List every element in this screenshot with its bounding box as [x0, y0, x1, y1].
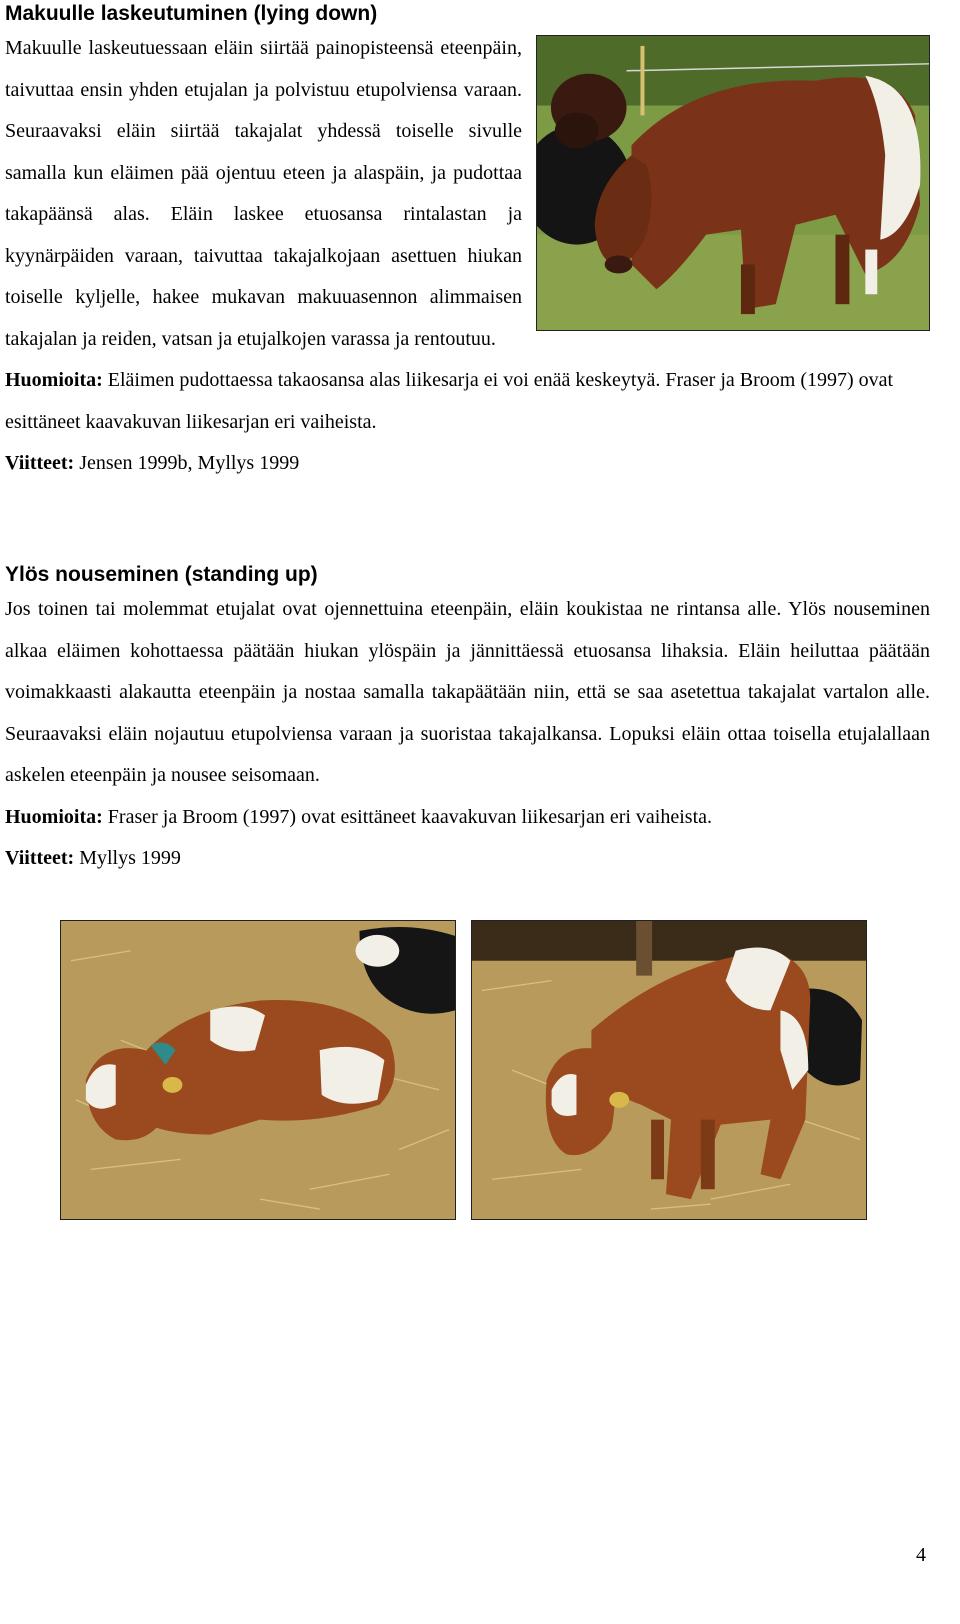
photo-calf-lying-on-straw [60, 920, 456, 1220]
notes-text: Eläimen pudottaessa takaosansa alas liikesarja ei voi enää keskeytyä. Fraser ja Broom (1997) ovat esittäneet kaavakuvan liikesarjan eri vaiheista. [5, 369, 894, 433]
notes-label: Huomioita: [5, 369, 103, 391]
calf-lying-illustration [61, 921, 455, 1219]
references-paragraph-standing-up [5, 838, 930, 880]
section-intro-paragraph: Makuulle laskeutuessaan eläin siirtää painopisteensä eteenpäin, taivuttaa ensin yhden etujalan ja polvistuu etupolviensa varaan. Seuraavaksi eläin siirtää takajalat yhdessä toiselle sivulle samalla kun eläimen pää ojentuu eteen ja alaspäin, ja pudottaa takapäänsä alas. Eläin laskee etuosansa rintalastan ja kyynärpäiden varaan, taivuttaa takajalkojaan asettuen hiukan toiselle kyljelle, hakee mukavan makuuasennon alimmaisen takajalan ja reiden, vatsan ja etujalkojen varassa ja rentoutuu. [5, 37, 522, 350]
page-number: 4 [916, 1544, 926, 1566]
notes-label: Huomioita: [5, 805, 103, 828]
calf-standing-illustration [472, 921, 866, 1219]
references-paragraph-lying-down [5, 443, 930, 485]
references-text: Jensen 1999b, Myllys 1999 [74, 452, 300, 474]
notes-paragraph-lying-down [5, 360, 930, 443]
photo-calf-standing-up [471, 920, 867, 1220]
references-label: Viitteet: [5, 452, 75, 474]
section-heading-lying-down: Makuulle laskeutuminen (lying down) [5, 2, 378, 25]
notes-text: Fraser ja Broom (1997) ovat esittäneet kaavakuvan liikesarjan eri vaiheista. [102, 805, 713, 828]
section-lying-down [5, 0, 930, 485]
references-label: Viitteet: [5, 847, 75, 869]
section-body-paragraph: Jos toinen tai molemmat etujalat ovat ojennettuina eteenpäin, eläin koukistaa ne rintansa alle. Ylös nouseminen alkaa eläimen kohottaessa päätään hiukan ylöspäin ja jännittäessä etuosansa lihaksia. Eläin heiluttaa päätään voimakkaasti alakautta eteenpäin ja nostaa samalla takapäätään niin, että se saa asetettua takajalat vartalon alle. Seuraavaksi eläin nojautuu etupolviensa varaan ja suoristaa takajalkansa. Lopuksi eläin ottaa toisella etujalallaan askelen eteenpäin ja nousee seisomaan. [5, 598, 930, 786]
cow-kneeling-illustration [537, 36, 929, 330]
section-standing-up [5, 561, 930, 880]
references-text: Myllys 1999 [74, 847, 181, 869]
photo-cow-kneeling [536, 35, 930, 331]
notes-paragraph-standing-up [5, 797, 930, 839]
section-heading-standing-up: Ylös nouseminen (standing up) [5, 563, 318, 586]
